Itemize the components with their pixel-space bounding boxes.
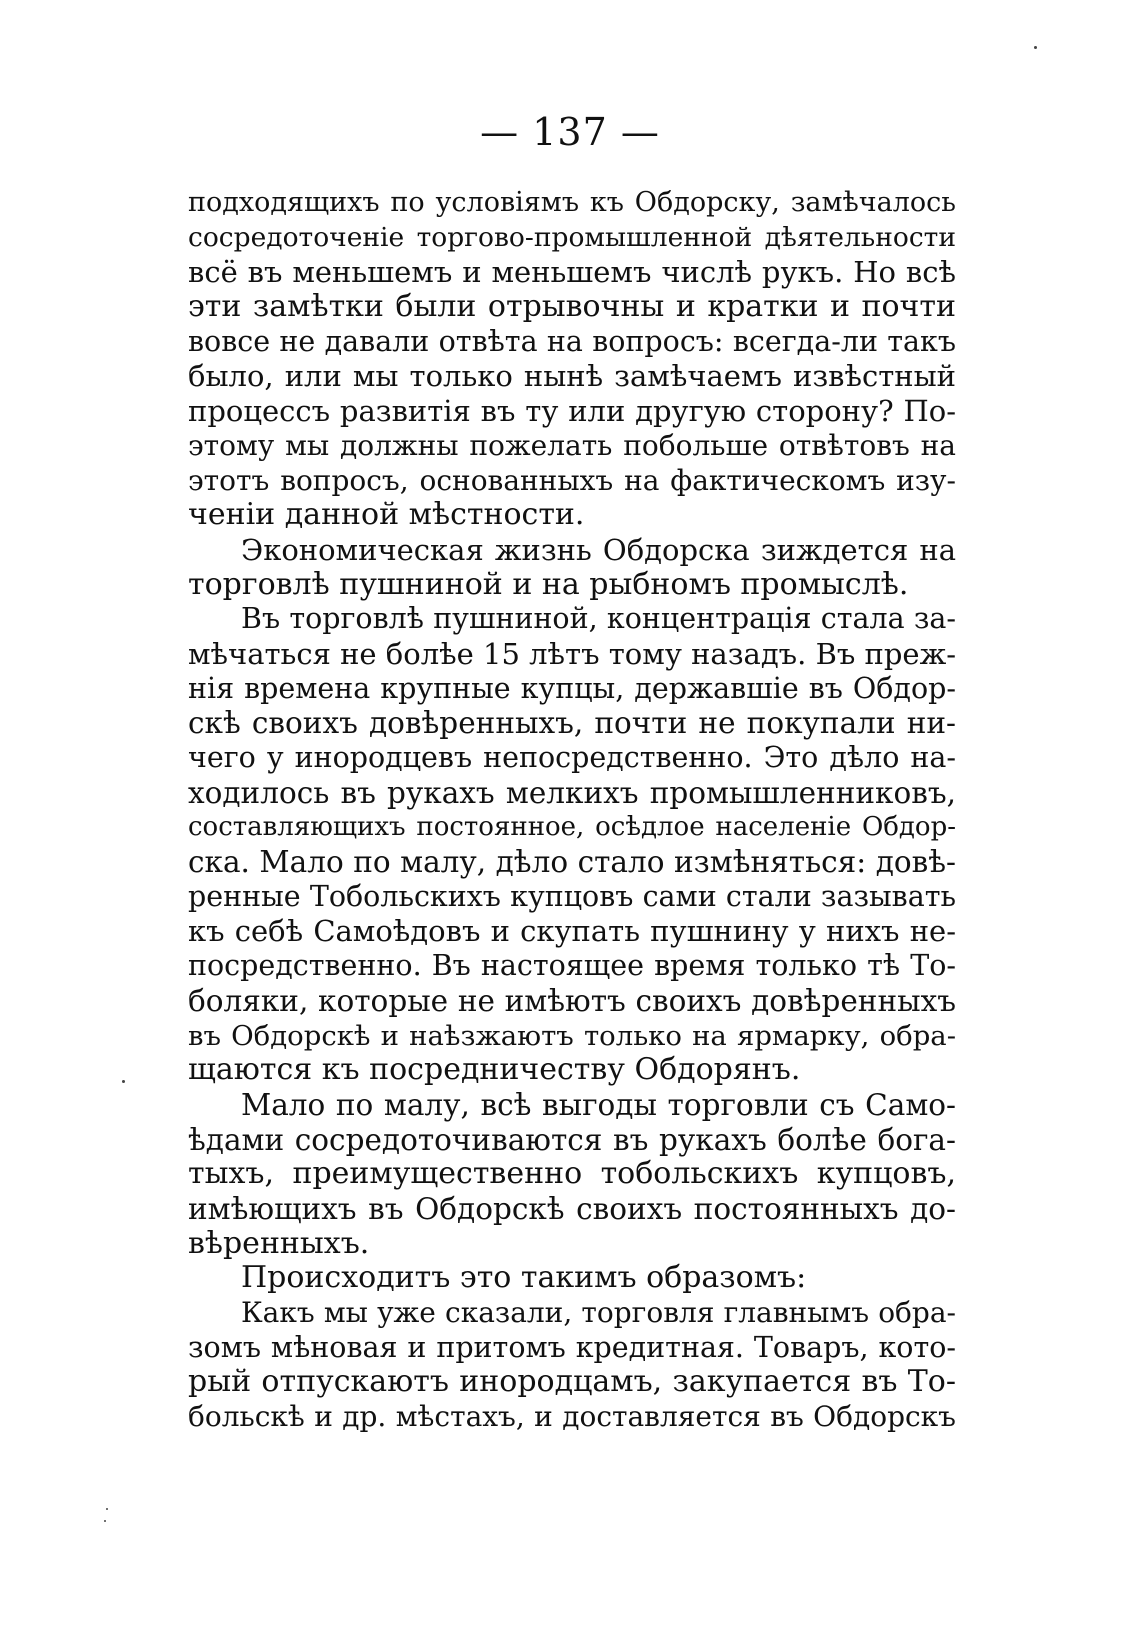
text-line: ѣдами сосредоточиваются въ рукахъ болѣе бога- bbox=[188, 1122, 956, 1157]
text-line: мѣчаться не болѣе 15 лѣтъ тому назадъ. Въ преж- bbox=[188, 636, 956, 671]
text-line: посредственно. Въ настоящее время только тѣ То- bbox=[188, 949, 956, 983]
text-line: вѣренныхъ. bbox=[188, 1226, 370, 1261]
text-line: ска. Мало по малу, дѣло стало измѣняться: довѣ- bbox=[188, 845, 956, 880]
text-line: процессъ развитія въ ту или другую сторону? По- bbox=[188, 394, 956, 429]
text-line: ренные Тобольскихъ купцовъ сами стали зазывать bbox=[188, 879, 956, 913]
text-line: въ Обдорскѣ и наѣзжаютъ только на ярмарку, обра- bbox=[188, 1019, 956, 1052]
text-line: нія времена крупные купцы, державшіе въ Обдор- bbox=[188, 671, 956, 705]
text-line: составляющихъ постоянное, осѣдлое населеніе Обдор- bbox=[188, 812, 956, 843]
text-line: Въ торговлѣ пушниной, концентрація стала за- bbox=[241, 602, 956, 636]
text-line: всё въ меньшемъ и меньшемъ числѣ рукъ. Но всѣ bbox=[188, 255, 956, 290]
text-line: Какъ мы уже сказали, торговля главнымъ обра- bbox=[241, 1296, 956, 1329]
text-line: боляки, которые не имѣютъ своихъ довѣренныхъ bbox=[188, 983, 956, 1018]
scan-speck bbox=[106, 1508, 108, 1510]
text-line: Происходитъ это такимъ образомъ: bbox=[241, 1261, 807, 1296]
text-line: ходилось въ рукахъ мелкихъ промышленниковъ, bbox=[188, 775, 956, 810]
scan-speck bbox=[104, 1520, 106, 1522]
text-line: подходящихъ по условіямъ къ Обдорску, замѣчалось bbox=[188, 187, 956, 218]
text-line: было, или мы только нынѣ замѣчаемъ извѣстный bbox=[188, 359, 956, 394]
text-line: эти замѣтки были отрывочны и кратки и почти bbox=[188, 290, 956, 325]
text-line: этотъ вопросъ, основанныхъ на фактическомъ изу- bbox=[188, 463, 956, 497]
scan-speck bbox=[122, 1080, 125, 1083]
text-line: сосредоточеніе торгово-промышленной дѣятельности bbox=[188, 221, 956, 253]
text-line: ченіи данной мѣстности. bbox=[188, 498, 585, 533]
text-line: щаются къ посредничеству Обдорянъ. bbox=[188, 1053, 801, 1088]
text-line: чего у инородцевъ непосредственно. Это дѣло на- bbox=[188, 741, 956, 774]
text-line: скѣ своихъ довѣренныхъ, почти не покупали ни- bbox=[188, 706, 956, 741]
text-line: зомъ мѣновая и притомъ кредитная. Товаръ, кото- bbox=[188, 1330, 956, 1364]
text-line: больскѣ и др. мѣстахъ, и доставляется въ Обдорскъ bbox=[188, 1400, 956, 1434]
scan-speck bbox=[1034, 46, 1037, 49]
text-line: Мало по малу, всѣ выгоды торговли съ Само- bbox=[241, 1087, 956, 1122]
text-line: этому мы должны пожелать побольше отвѣтовъ на bbox=[188, 428, 956, 462]
body-text bbox=[188, 186, 956, 1435]
text-line: къ себѣ Самоѣдовъ и скупать пушнину у нихъ не- bbox=[188, 914, 956, 949]
text-line: вовсе не давали отвѣта на вопросъ: всегда-ли такъ bbox=[188, 324, 956, 358]
text-line: имѣющихъ въ Обдорскѣ своихъ постоянныхъ до- bbox=[188, 1191, 956, 1226]
text-line: тыхъ, преимущественно тобольскихъ купцовъ, bbox=[188, 1157, 956, 1192]
text-line: торговлѣ пушниной и на рыбномъ промыслѣ. bbox=[188, 567, 909, 602]
text-line: Экономическая жизнь Обдорска зиждется на bbox=[241, 532, 956, 567]
page-number: — 137 — bbox=[480, 110, 660, 154]
text-line: рый отпускаютъ инородцамъ, закупается въ То- bbox=[188, 1365, 956, 1400]
